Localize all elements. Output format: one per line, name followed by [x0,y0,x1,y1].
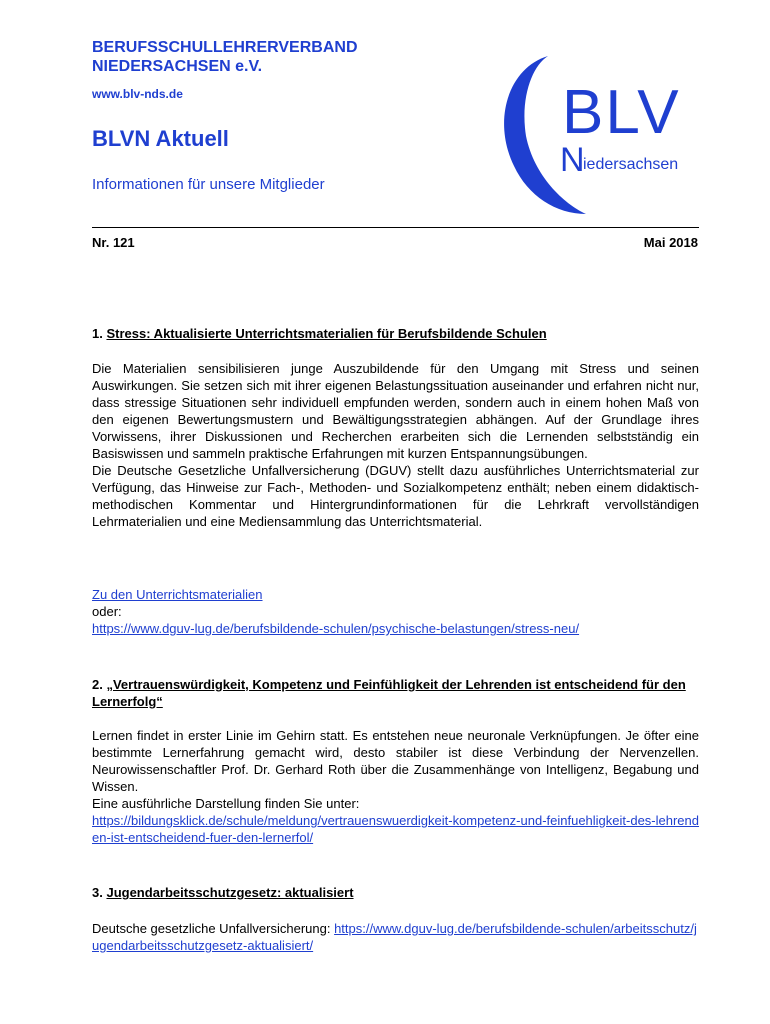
section-2-paragraph-1: Lernen findet in erster Linie im Gehirn statt. Es entstehen neue neuronale Verknüpfungen. Je öfter eine bestimmte Lernerfahrung gemacht wird, desto stabiler ist diese Verbindung der Nervenzellen. Neurowissenschaftler Prof. Dr. Gerhard Roth über die Zusammenhänge von Intelligenz, Begabung und Wissen. [92,728,699,794]
section-2-title: „Vertrauenswürdigkeit, Kompetenz und Feinfühligkeit der Lehrenden ist entscheidend für den Lernerfolg“ [92,677,686,709]
logo-letters: BLV [562,78,681,147]
section-2-number: 2. [92,677,103,692]
section-1-number: 1. [92,326,103,341]
issue-number: Nr. 121 [92,235,135,250]
section-3-number: 3. [92,885,103,900]
logo-n-letter: N [560,141,585,179]
section-3-body [92,920,699,954]
dguv-stress-link[interactable]: https://www.dguv-lug.de/berufsbildende-schulen/psychische-belastungen/stress-neu/ [92,621,580,636]
section-1-body [92,360,699,530]
section-1-title: Stress: Aktualisierte Unterrichtsmaterialien für Berufsbildende Schulen [106,326,547,341]
page-subtitle: Informationen für unsere Mitglieder [92,176,325,193]
section-1-paragraph-1: Die Materialien sensibilisieren junge Auszubildende für den Umgang mit Stress und seinen Auswirkungen. Sie setzen sich mit ihrer eigenen Belastungssituation auseinander und erfahren nicht nur, dass stressige Situationen sehr individuell empfunden werden, sondern auch in einem hohen Maß von den eigenen Bewertungsmustern und Bewältigungsstrategien abhängen. Auf der Grundlage ihres Vorwissens, ihrer Diskussionen und Recherchen erarbeiten sich die Lernenden selbstständig ein Basiswissen und sammeln praktische Erfahrungen mit kurzen Entspannungsübungen. [92,361,699,461]
website-link[interactable]: www.blv-nds.de [92,87,183,101]
or-text: oder: [92,604,122,619]
org-line-1: BERUFSSCHULLEHRERVERBAND [92,39,358,56]
org-line-2: NIEDERSACHSEN e.V. [92,58,263,75]
bildungsklick-link[interactable]: https://bildungsklick.de/schule/meldung/vertrauenswuerdigkeit-kompetenz-und-feinfuehligkeit-des-lehrenden-ist-entscheidend-fuer-den-lernerfol/ [92,813,700,845]
page-title: BLVN Aktuell [92,126,229,151]
section-3-heading [92,884,699,901]
materials-link[interactable]: Zu den Unterrichtsmaterialien [92,587,263,602]
section-2-body [92,727,699,812]
section-2-heading [92,676,699,710]
section-1-paragraph-2: Die Deutsche Gesetzliche Unfallversicherung (DGUV) stellt dazu ausführliches Unterrichtsmaterial zur Verfügung, das Hinweise zur Fach-, Methoden- und Sozialkompetenz enthält; neben einem didaktisch-methodischen Kommentar und Hintergrundinformationen für die Lehrkraft vervollständigen Lehrmaterialien und eine Mediensammlung das Unterrichtsmaterial. [92,463,699,529]
section-3-lead: Deutsche gesetzliche Unfallversicherung: [92,921,335,936]
header-divider [92,227,699,228]
section-2-paragraph-2: Eine ausführliche Darstellung finden Sie unter: [92,796,360,811]
section-1-heading [92,325,699,342]
issue-date: Mai 2018 [643,235,698,250]
section-3-title: Jugendarbeitsschutzgesetz: aktualisiert [106,885,354,900]
jugendarbeitsschutz-link[interactable]: https://www.dguv-lug.de/berufsbildende-schulen/arbeitsschutz/jugendarbeitsschutzgesetz-aktualisiert/ [92,921,697,953]
logo-region: iedersachsen [583,156,679,173]
organization-name [92,38,452,76]
blv-logo [486,36,706,216]
